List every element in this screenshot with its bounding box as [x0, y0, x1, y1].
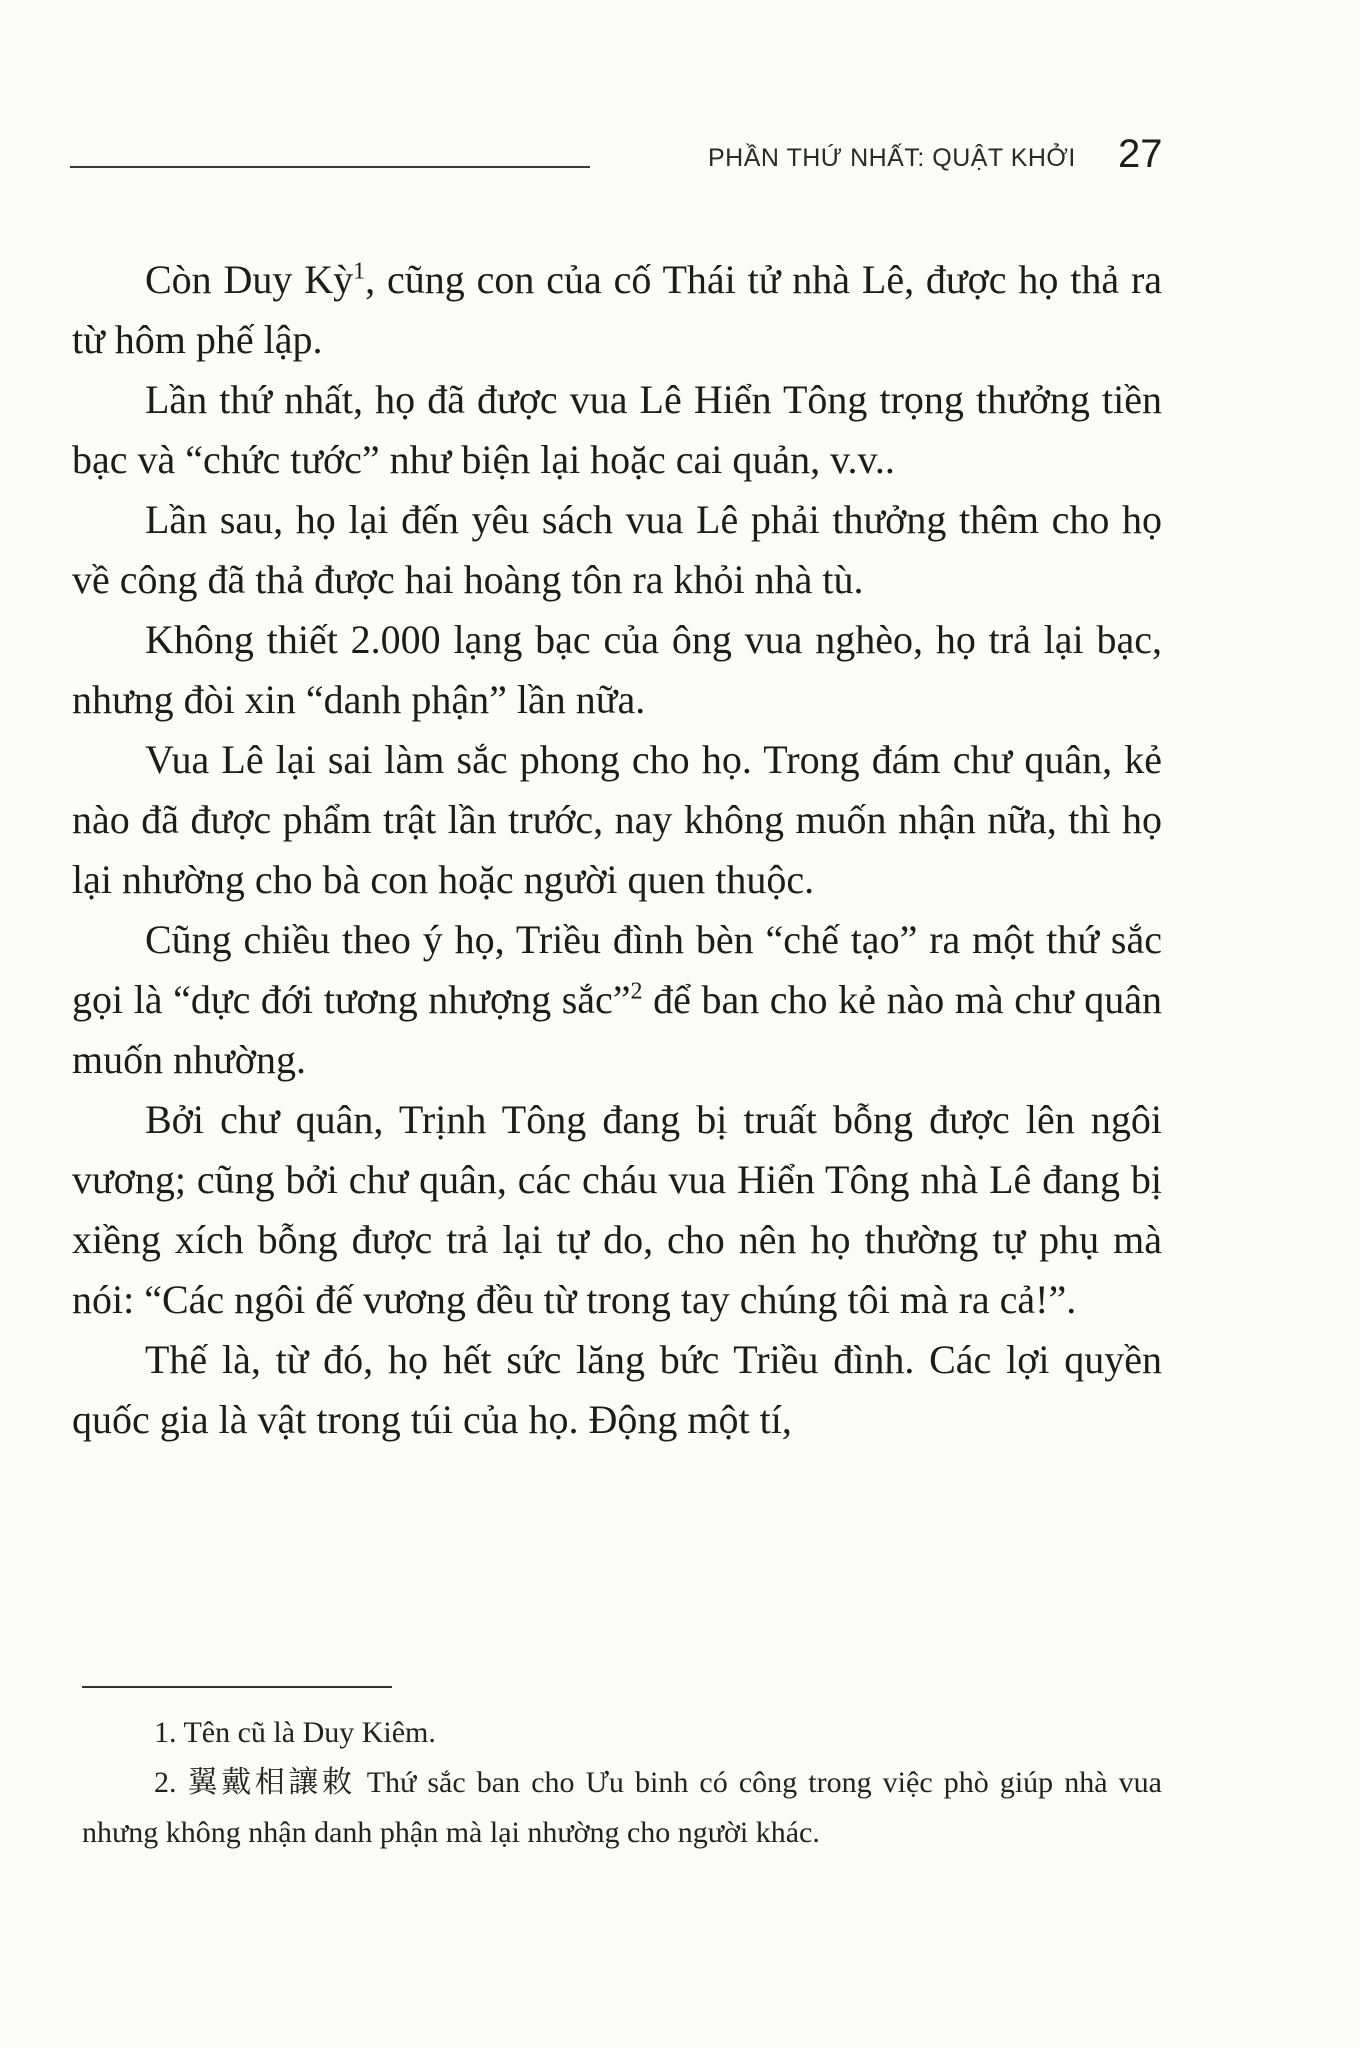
- header-rule: [70, 166, 590, 168]
- footnote-ref: 2: [630, 978, 643, 1005]
- footnote-ref: 1: [353, 258, 366, 285]
- paragraph: [72, 730, 1162, 910]
- footnote-rule: [82, 1686, 392, 1688]
- section-title: PHẦN THỨ NHẤT: QUẬT KHỞI: [708, 144, 1076, 172]
- paragraph: [72, 1330, 1162, 1450]
- paragraph-text: Cũng chiều theo ý họ, Triều đình bèn “chế tạo” ra một thứ sắc gọi là “dực đới tương nhượng sắc”: [72, 917, 1162, 1022]
- footnote: 2. 翼戴相讓敕 Thứ sắc ban cho Ưu binh có công trong việc phò giúp nhà vua nhưng không nhận danh phận mà lại nhường cho người khác.: [82, 1766, 1162, 1849]
- paragraph-text: Không thiết 2.000 lạng bạc của ông vua nghèo, họ trả lại bạc, nhưng đòi xin “danh phận” lần nữa.: [72, 617, 1162, 722]
- paragraph-text: Còn Duy Kỳ: [145, 257, 354, 302]
- paragraph-text: Vua Lê lại sai làm sắc phong cho họ. Trong đám chư quân, kẻ nào đã được phẩm trật lần trước, nay không muốn nhận nữa, thì họ lại nhường cho bà con hoặc người quen thuộc.: [72, 737, 1162, 902]
- paragraph: [72, 250, 1162, 370]
- paragraph-text: Lần thứ nhất, họ đã được vua Lê Hiển Tông trọng thưởng tiền bạc và “chức tước” như biện lại hoặc cai quản, v.v..: [72, 377, 1162, 482]
- paragraph: [72, 1090, 1162, 1330]
- page-number: 27: [1118, 132, 1163, 176]
- footnotes: [82, 1708, 1162, 1858]
- paragraph-text: Thế là, từ đó, họ hết sức lăng bức Triều đình. Các lợi quyền quốc gia là vật trong túi của họ. Động một tí,: [72, 1337, 1162, 1442]
- running-head: [70, 128, 1170, 188]
- paragraph-text: Bởi chư quân, Trịnh Tông đang bị truất bỗng được lên ngôi vương; cũng bởi chư quân, các cháu vua Hiển Tông nhà Lê đang bị xiềng xích bỗng được trả lại tự do, cho nên họ thường tự phụ mà nói: “Các ngôi đế vương đều từ trong tay chúng tôi mà ra cả!”.: [72, 1097, 1162, 1322]
- paragraph: [72, 610, 1162, 730]
- footnote: 1. Tên cũ là Duy Kiêm.: [154, 1716, 436, 1749]
- paragraph-text: Lần sau, họ lại đến yêu sách vua Lê phải thưởng thêm cho họ về công đã thả được hai hoàng tôn ra khỏi nhà tù.: [72, 497, 1162, 602]
- body-text: [72, 250, 1162, 1450]
- paragraph: [72, 910, 1162, 1090]
- paragraph-text: để ban cho kẻ nào mà chư quân muốn nhường.: [72, 977, 1162, 1082]
- paragraph: [72, 370, 1162, 490]
- paragraph-text: , cũng con của cố Thái tử nhà Lê, được họ thả ra từ hôm phế lập.: [72, 257, 1163, 362]
- paragraph: [72, 490, 1162, 610]
